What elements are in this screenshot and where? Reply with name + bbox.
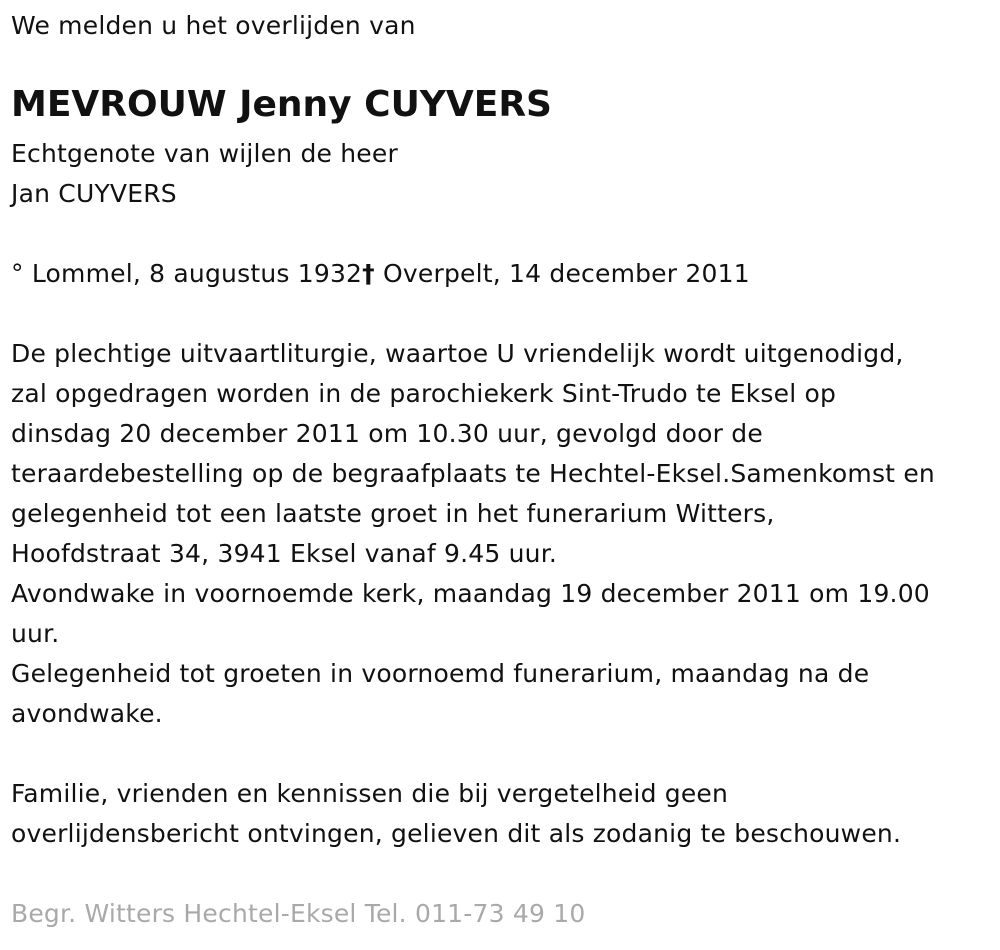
death-date: Overpelt, 14 december 2011 (374, 259, 750, 288)
body-line: Gelegenheid tot groeten in voornoemd funerarium, maandag na de (11, 659, 870, 688)
birth-death-dates (11, 254, 750, 294)
body-line: avondwake. (11, 699, 163, 728)
body-line: dinsdag 20 december 2011 om 10.30 uur, gevolgd door de (11, 419, 763, 448)
funeral-details (11, 334, 935, 734)
closing-line: overlijdensbericht ontvingen, gelieven dit als zodanig te beschouwen. (11, 819, 902, 848)
body-line: teraardebestelling op de begraafplaats te Hechtel-Eksel.Samenkomst en (11, 459, 935, 488)
body-line: zal opgedragen worden in de parochiekerk Sint-Trudo te Eksel op (11, 379, 837, 408)
closing-text (11, 774, 901, 854)
birth-date: ° Lommel, 8 augustus 1932 (11, 259, 363, 288)
body-line: gelegenheid tot een laatste groet in het funerarium Witters, (11, 499, 775, 528)
body-line: Avondwake in voornoemde kerk, maandag 19 december 2011 om 19.00 (11, 579, 930, 608)
spouse-line-1: Echtgenote van wijlen de heer (11, 139, 398, 168)
cross-icon: † (362, 259, 375, 288)
body-line: uur. (11, 619, 60, 648)
spouse-line-2: Jan CUYVERS (11, 179, 177, 208)
body-line: Hoofdstraat 34, 3941 Eksel vanaf 9.45 uur. (11, 539, 558, 568)
deceased-name: MEVROUW Jenny CUYVERS (11, 84, 552, 125)
intro-text: We melden u het overlijden van (11, 11, 416, 40)
undertaker-footer: Begr. Witters Hechtel-Eksel Tel. 011-73 49 10 (11, 899, 586, 928)
body-line: De plechtige uitvaartliturgie, waartoe U vriendelijk wordt uitgenodigd, (11, 339, 904, 368)
closing-line: Familie, vrienden en kennissen die bij vergetelheid geen (11, 779, 729, 808)
